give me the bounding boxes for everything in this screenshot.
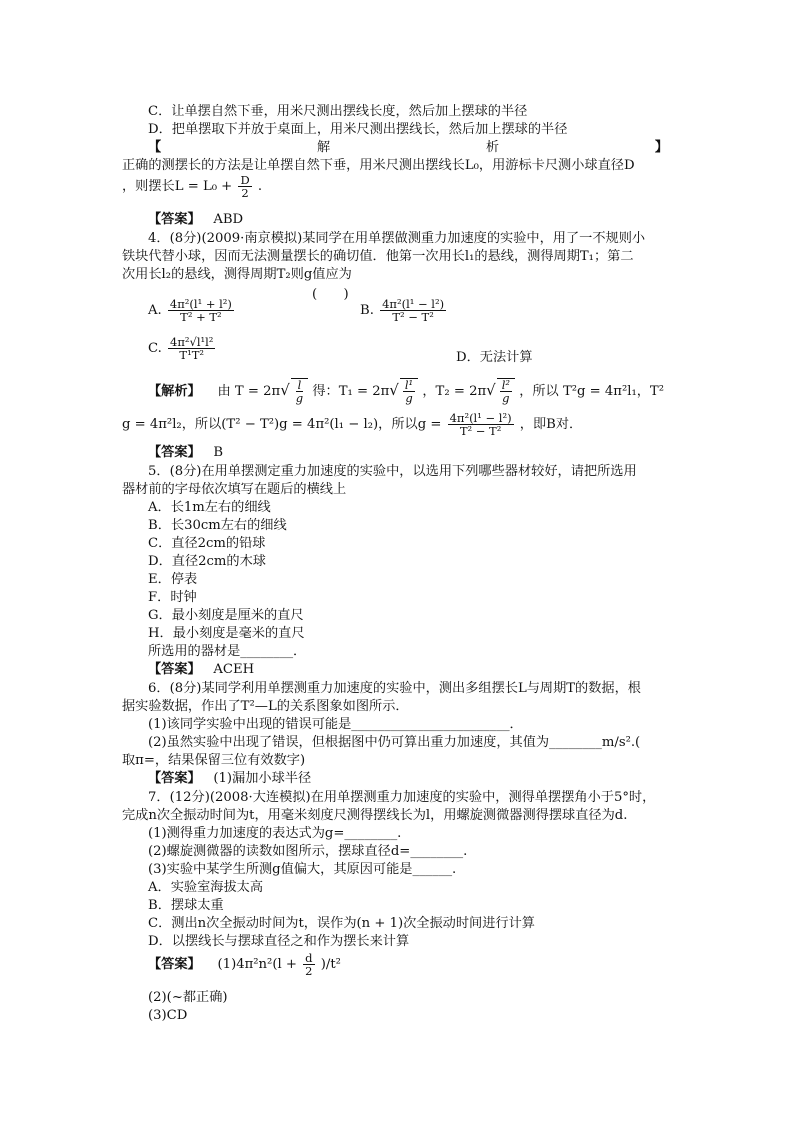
- q7-option-a: A．实验室海拔太高: [148, 880, 264, 895]
- q4-analysis-line-2: [122, 412, 582, 437]
- q5-option-e: E．停表: [148, 572, 198, 587]
- formula-part: ，T₂ = 2π: [422, 384, 487, 399]
- q6-line-2: 据实验数据，作出了T²—L的关系图象如图所示．: [122, 699, 409, 714]
- fraction-l-over-g: $\frac{l}{g}$: [295, 378, 304, 405]
- answer-value: B: [213, 445, 224, 460]
- fraction-num: 4π²(l¹ − l²): [449, 411, 512, 425]
- formula-part: (1)4π²n²(l +: [217, 957, 297, 972]
- q7-line-3: (1)测得重力加速度的表达式为g=________.: [148, 826, 402, 841]
- q4-option-a: [148, 298, 236, 323]
- q5-blank-line: 所选用的器材是________．: [148, 644, 307, 659]
- answer-7: [148, 952, 341, 977]
- q5-option-g: G．最小刻度是厘米的直尺: [148, 608, 304, 623]
- formula-part: g = 4π²l₂，所以(T² − T²)g = 4π²(l₁ − l₂)，所以g =: [122, 417, 442, 432]
- fraction-d-over-2: [303, 952, 314, 977]
- fraction-den: T¹T²: [179, 348, 204, 362]
- formula-end: ，即B对．: [519, 417, 583, 432]
- q7-line-4: (2)螺旋测微器的读数如图所示，摆球直径d=________.: [148, 844, 468, 859]
- q4-option-b: [360, 298, 448, 323]
- q5-option-d: D．直径2cm的木球: [148, 554, 266, 569]
- q4-line-1: 4．(8分)(2009·南京模拟)某同学在用单摆做测重力加速度的实验中，用了一不规则小: [148, 231, 646, 246]
- q6-line-3: (1)该同学实验中出现的错误可能是________________________．: [148, 717, 523, 732]
- q5-option-a: A．长1m左右的细线: [148, 500, 271, 515]
- fraction-num: 4π²(l¹ − l²): [382, 297, 445, 311]
- fraction-den: 2: [241, 186, 249, 200]
- fraction-num: 4π²√l¹l²: [170, 335, 214, 349]
- q5-line-1: 5．(8分)在用单摆测定重力加速度的实验中，以选用下列哪些器材较好，请把所选用: [148, 464, 637, 479]
- analysis-bracket-right: 】: [654, 140, 668, 155]
- radical-sign-icon: √: [280, 381, 290, 399]
- formula-part: 得：T₁ = 2π: [312, 384, 390, 399]
- q7-option-d: D．以摆线长与摆球直径之和作为摆长来计算: [148, 934, 410, 949]
- q5-line-2: 器材前的字母依次填写在题后的横线上: [122, 482, 347, 497]
- option-label: B.: [360, 303, 374, 318]
- answer-3: [148, 212, 243, 228]
- option-label: C.: [148, 341, 162, 356]
- q6-line-1: 6．(8分)某同学利用单摆测重力加速度的实验中，测出多组摆长L与周期T的数据，根: [148, 681, 641, 696]
- analysis-text-1: 正确的测摆长的方法是让单摆自然下垂，用米尺测出摆线长L₀，用游标卡尺测小球直径D: [122, 158, 635, 173]
- formula-end: )/t²: [320, 957, 341, 972]
- q4-option-d: D．无法计算: [456, 350, 533, 365]
- fraction-den: T² − T²: [459, 424, 502, 438]
- answer-value: ABD: [213, 212, 244, 227]
- q6-line-4: (2)虽然实验中出现了错误，但根据图中仍可算出重力加速度，其值为________m/s².(: [148, 735, 641, 750]
- option-c-line: C．让单摆自然下垂，用米尺测出摆线长度，然后加上摆球的半径: [148, 104, 528, 119]
- fraction-den: T² + T²: [180, 310, 222, 324]
- formula-end: .: [257, 179, 263, 194]
- radical-sign-icon: √: [486, 381, 496, 399]
- analysis-char-1: 解: [316, 140, 331, 155]
- option-label: A.: [148, 303, 162, 318]
- answer-label: 【答案】: [148, 212, 201, 227]
- analysis-bracket-left: 【: [148, 140, 162, 155]
- answer-label: 【答案】: [148, 445, 201, 460]
- fraction-l1-over-g: $\frac{\text{l¹}}{g}$: [404, 378, 414, 405]
- q4-option-c: [148, 336, 217, 361]
- analysis-char-2: 析: [485, 140, 500, 155]
- q7-option-c: C．测出n次全振动时间为t，误作为(n + 1)次全振动时间进行计算: [148, 916, 535, 931]
- q5-option-h: H．最小刻度是毫米的直尺: [148, 626, 305, 641]
- answer-label: 【答案】: [148, 662, 201, 677]
- answer-6: [148, 771, 311, 787]
- fraction-den: T² − T²: [392, 310, 434, 324]
- option-a-fraction: [168, 298, 234, 323]
- q4-analysis-line-1: [148, 378, 664, 404]
- q4-paren: ( ): [312, 287, 349, 302]
- fraction-d-over-2: [238, 174, 251, 199]
- q7-line-5: (3)实验中某学生所测g值偏大，其原因可能是______.: [148, 862, 457, 877]
- fraction-num: d: [305, 951, 313, 965]
- q5-option-c: C．直径2cm的铅球: [148, 536, 266, 551]
- answer-7-part-2: (2)(~都正确): [148, 990, 228, 1005]
- fraction-l2-over-g: $\frac{\text{l²}}{g}$: [501, 378, 510, 405]
- q6-line-5: 取π=，结果保留三位有效数字): [122, 753, 306, 768]
- option-b-fraction: [380, 298, 446, 323]
- formula-part: ，所以 T²g = 4π²l₁，T²: [519, 384, 665, 399]
- q7-line-1: 7．(12分)(2008·大连模拟)在用单摆测重力加速度的实验中，测得单摆摆角小于5°时，: [148, 790, 656, 805]
- q7-option-b: B．摆球太重: [148, 898, 224, 913]
- radical-sign-icon: √: [389, 381, 399, 399]
- fraction-num: D: [240, 173, 250, 187]
- fraction-num: 4π²(l¹ + l²): [169, 297, 232, 311]
- fraction-den: 2: [305, 964, 313, 978]
- formula-part: 由 T = 2π: [217, 384, 281, 399]
- option-d-line: D．把单摆取下并放于桌面上，用米尺测出摆线长，然后加上摆球的半径: [148, 122, 568, 137]
- option-c-fraction: [168, 336, 215, 361]
- answer-label: 【答案】: [148, 771, 201, 786]
- q5-option-f: F．时钟: [148, 590, 197, 605]
- analysis-label: 【解析】: [148, 384, 201, 399]
- answer-value: ACEH: [213, 662, 255, 677]
- g-fraction: [448, 412, 514, 437]
- q4-line-2: 铁块代替小球，因而无法测量摆长的确切值．他第一次用长l₁的悬线，测得周期T₁；第二: [122, 249, 634, 264]
- analysis-text-2: [122, 174, 262, 199]
- answer-label: 【答案】: [148, 957, 201, 972]
- q4-line-3: 次用长l₂的悬线，测得周期T₂则g值应为: [122, 267, 352, 282]
- answer-value: (1)漏加小球半径: [213, 771, 312, 786]
- formula-text: ，则摆长L = L₀ +: [122, 179, 233, 194]
- analysis-header: [148, 140, 668, 156]
- q5-option-b: B．长30cm左右的细线: [148, 518, 287, 533]
- q7-line-2: 完成n次全振动时间为t，用毫米刻度尺测得摆线长为l，用螺旋测微器测得摆球直径为d.: [122, 808, 628, 823]
- answer-7-part-3: (3)CD: [148, 1008, 188, 1023]
- answer-4: [148, 445, 223, 461]
- answer-5: [148, 662, 254, 678]
